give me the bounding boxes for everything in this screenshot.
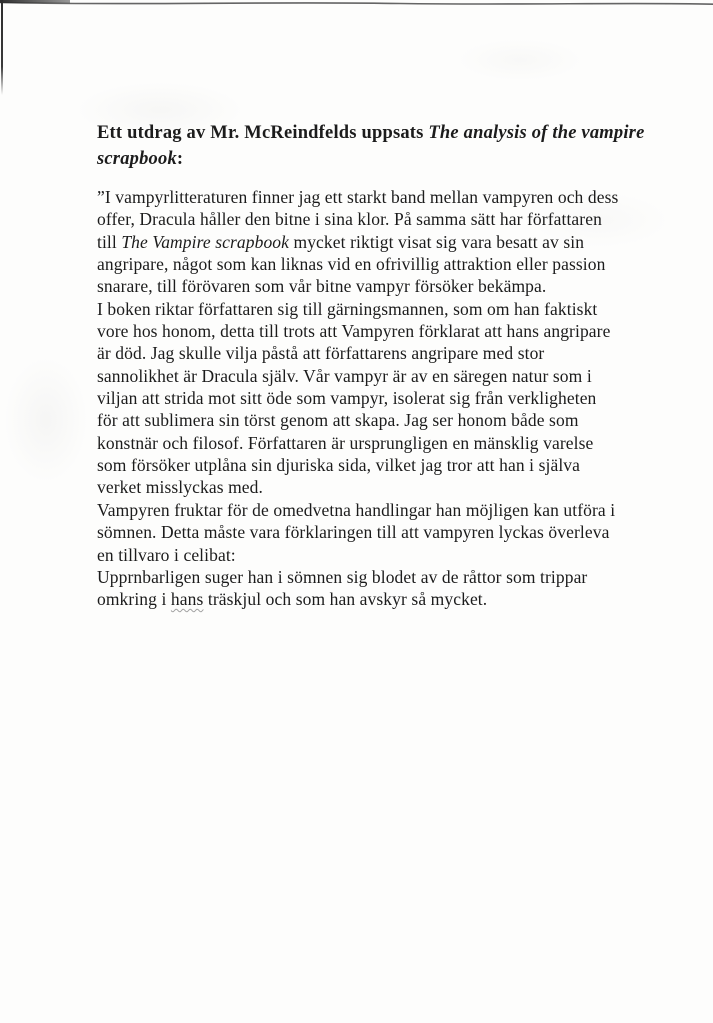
text-segment: : — [176, 149, 184, 170]
text-segment: snarare, till förövaren som vår bitne vampyr försöker bekämpa. — [97, 276, 547, 297]
text-line — [97, 521, 687, 543]
text-segment: I boken riktar författaren sig till gärningsmannen, som om han faktiskt — [97, 298, 598, 319]
text-line — [97, 588, 687, 610]
text-line — [97, 253, 687, 275]
text-segment: till — [97, 231, 122, 252]
text-line — [97, 544, 687, 566]
text-segment: konstnär och filosof. Författaren är ursprungligen en mänsklig varelse — [97, 432, 594, 453]
text-line — [97, 275, 687, 297]
text-segment: The Vampire scrapbook — [121, 231, 290, 252]
text-line — [97, 231, 687, 253]
text-line — [97, 342, 687, 364]
text-segment: hans — [170, 589, 204, 610]
text-line — [97, 499, 687, 521]
essay-body — [97, 186, 687, 611]
text-line — [97, 387, 687, 409]
scan-edge-top — [0, 0, 713, 8]
text-line — [97, 208, 687, 230]
text-segment: ”I vampyrlitteraturen finner jag ett starkt band mellan vampyren och dess — [97, 187, 619, 207]
text-line — [97, 320, 687, 342]
scan-edge-top-left — [0, 0, 70, 3]
text-line — [97, 365, 687, 387]
text-segment: verket misslyckas med. — [97, 477, 263, 498]
text-segment: vore hos honom, detta till trots att Vampyren förklarat att hans angripare — [97, 321, 611, 342]
text-segment: offer, Dracula håller den bitne i sina klor. På samma sätt har författaren — [97, 209, 602, 230]
text-line — [97, 409, 687, 431]
text-segment: Ett utdrag av Mr. McReindfelds uppsats — [97, 123, 429, 144]
scan-edge-left — [1, 0, 3, 95]
text-line — [97, 454, 687, 476]
text-segment: som försöker utplåna sin djuriska sida, vilket jag tror att han i själva — [97, 455, 580, 476]
text-segment: sömnen. Detta måste vara förklaringen till att vampyren lyckas överleva — [97, 522, 610, 543]
text-segment: Vampyren fruktar för de omedvetna handlingar han möjligen kan utföra i — [97, 499, 616, 520]
text-line — [97, 298, 687, 320]
text-segment: viljan att strida mot sitt öde som vampyr, isolerat sig från verkligheten — [97, 388, 597, 409]
text-line — [97, 432, 687, 454]
text-segment: angripare, något som kan liknas vid en ofrivillig attraktion eller passion — [97, 254, 606, 275]
text-line — [97, 186, 687, 208]
text-segment: The analysis of the vampire scrapbook — [97, 123, 645, 170]
essay-title — [97, 120, 682, 172]
text-segment: är död. Jag skulle vilja påstå att författarens angripare med stor — [97, 343, 545, 364]
text-segment: sannolikhet är Dracula själv. Vår vampyr är av en säregen natur som i — [97, 365, 592, 386]
text-segment: Upprnbarligen suger han i sömnen sig blodet av de råttor som trippar — [97, 566, 588, 587]
text-segment: för att sublimera sin törst genom att skapa. Jag ser honom både som — [97, 410, 579, 431]
text-segment: en tillvaro i celibat: — [97, 544, 236, 565]
text-segment: omkring i — [97, 589, 171, 610]
text-line — [97, 566, 687, 588]
text-segment: träskjul och som han avskyr så mycket. — [203, 589, 488, 610]
text-line — [97, 476, 687, 498]
text-segment: mycket riktigt visat sig vara besatt av sin — [289, 231, 585, 252]
